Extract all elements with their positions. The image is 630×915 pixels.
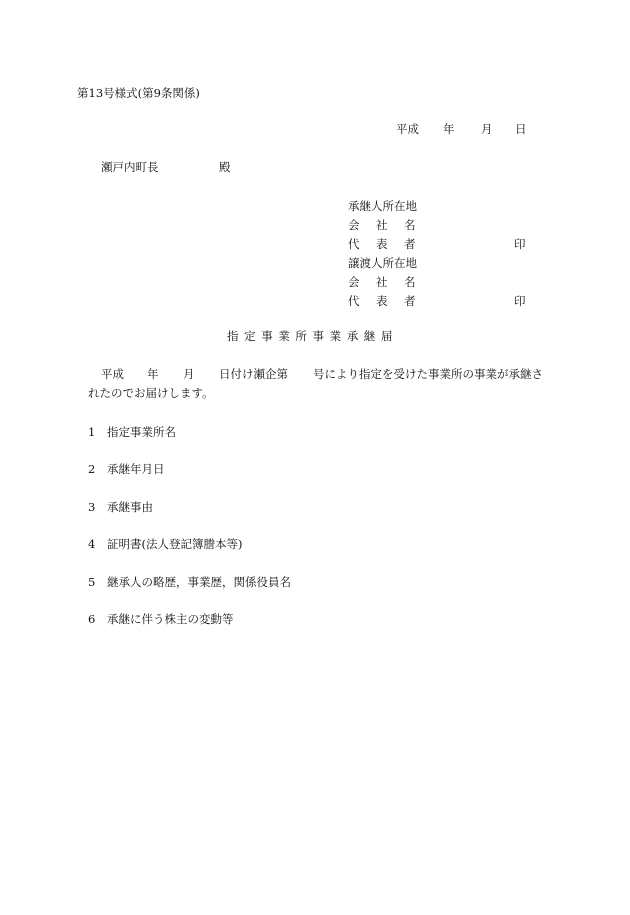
successor-address-label: 承継人所在地 (348, 199, 417, 213)
list-item-number: 5 (88, 575, 96, 589)
list-item (88, 464, 165, 476)
list-item (88, 427, 176, 439)
transferor-seal-mark: 印 (514, 294, 526, 308)
list-item-number: 3 (88, 500, 96, 514)
body-era: 平成 (101, 367, 124, 381)
body-notice-suffix: 号により指定を受けた事業所の事業が承継さ (313, 367, 543, 381)
date-month-label: 月 (481, 122, 493, 136)
list-item-number: 4 (88, 537, 96, 551)
addressee-name: 瀬戸内町長 (101, 160, 159, 174)
body-year-label: 年 (147, 367, 159, 381)
list-item-text: 承継年月日 (107, 462, 165, 476)
list-item-text: 継承人の略歴，事業歴，関係役員名 (107, 575, 291, 589)
list-item (88, 614, 234, 626)
date-era: 平成 (396, 122, 419, 136)
date-year-label: 年 (443, 122, 455, 136)
body-notice-prefix: 日付け瀬企第 (219, 367, 288, 381)
transferor-representative-label: 代表者 (348, 294, 432, 308)
successor-company-label: 会社名 (348, 218, 432, 232)
list-item-text: 承継に伴う株主の変動等 (107, 612, 234, 626)
body-month-label: 月 (183, 367, 195, 381)
list-item-text: 証明書(法人登記簿謄本等) (107, 537, 243, 551)
list-item (88, 577, 291, 589)
transferor-address-label: 譲渡人所在地 (348, 256, 417, 270)
list-item-number: 6 (88, 612, 96, 626)
date-day-label: 日 (515, 122, 527, 136)
successor-seal-mark: 印 (514, 237, 526, 251)
document-title: 指定事業所事業承継届 (227, 329, 398, 343)
form-number: 第13号様式(第9条関係) (77, 86, 200, 100)
list-item-text: 指定事業所名 (107, 425, 176, 439)
body-paragraph-line-1 (101, 369, 543, 381)
body-paragraph-line-2: れたのでお届けします。 (88, 386, 214, 400)
transferor-company-label: 会社名 (348, 275, 432, 289)
successor-representative-label: 代表者 (348, 237, 432, 251)
addressee-honorific: 殿 (219, 160, 231, 174)
list-item-text: 承継事由 (107, 500, 153, 514)
list-item-number: 1 (88, 425, 96, 439)
list-item (88, 539, 242, 551)
list-item-number: 2 (88, 462, 96, 476)
list-item (88, 502, 153, 514)
